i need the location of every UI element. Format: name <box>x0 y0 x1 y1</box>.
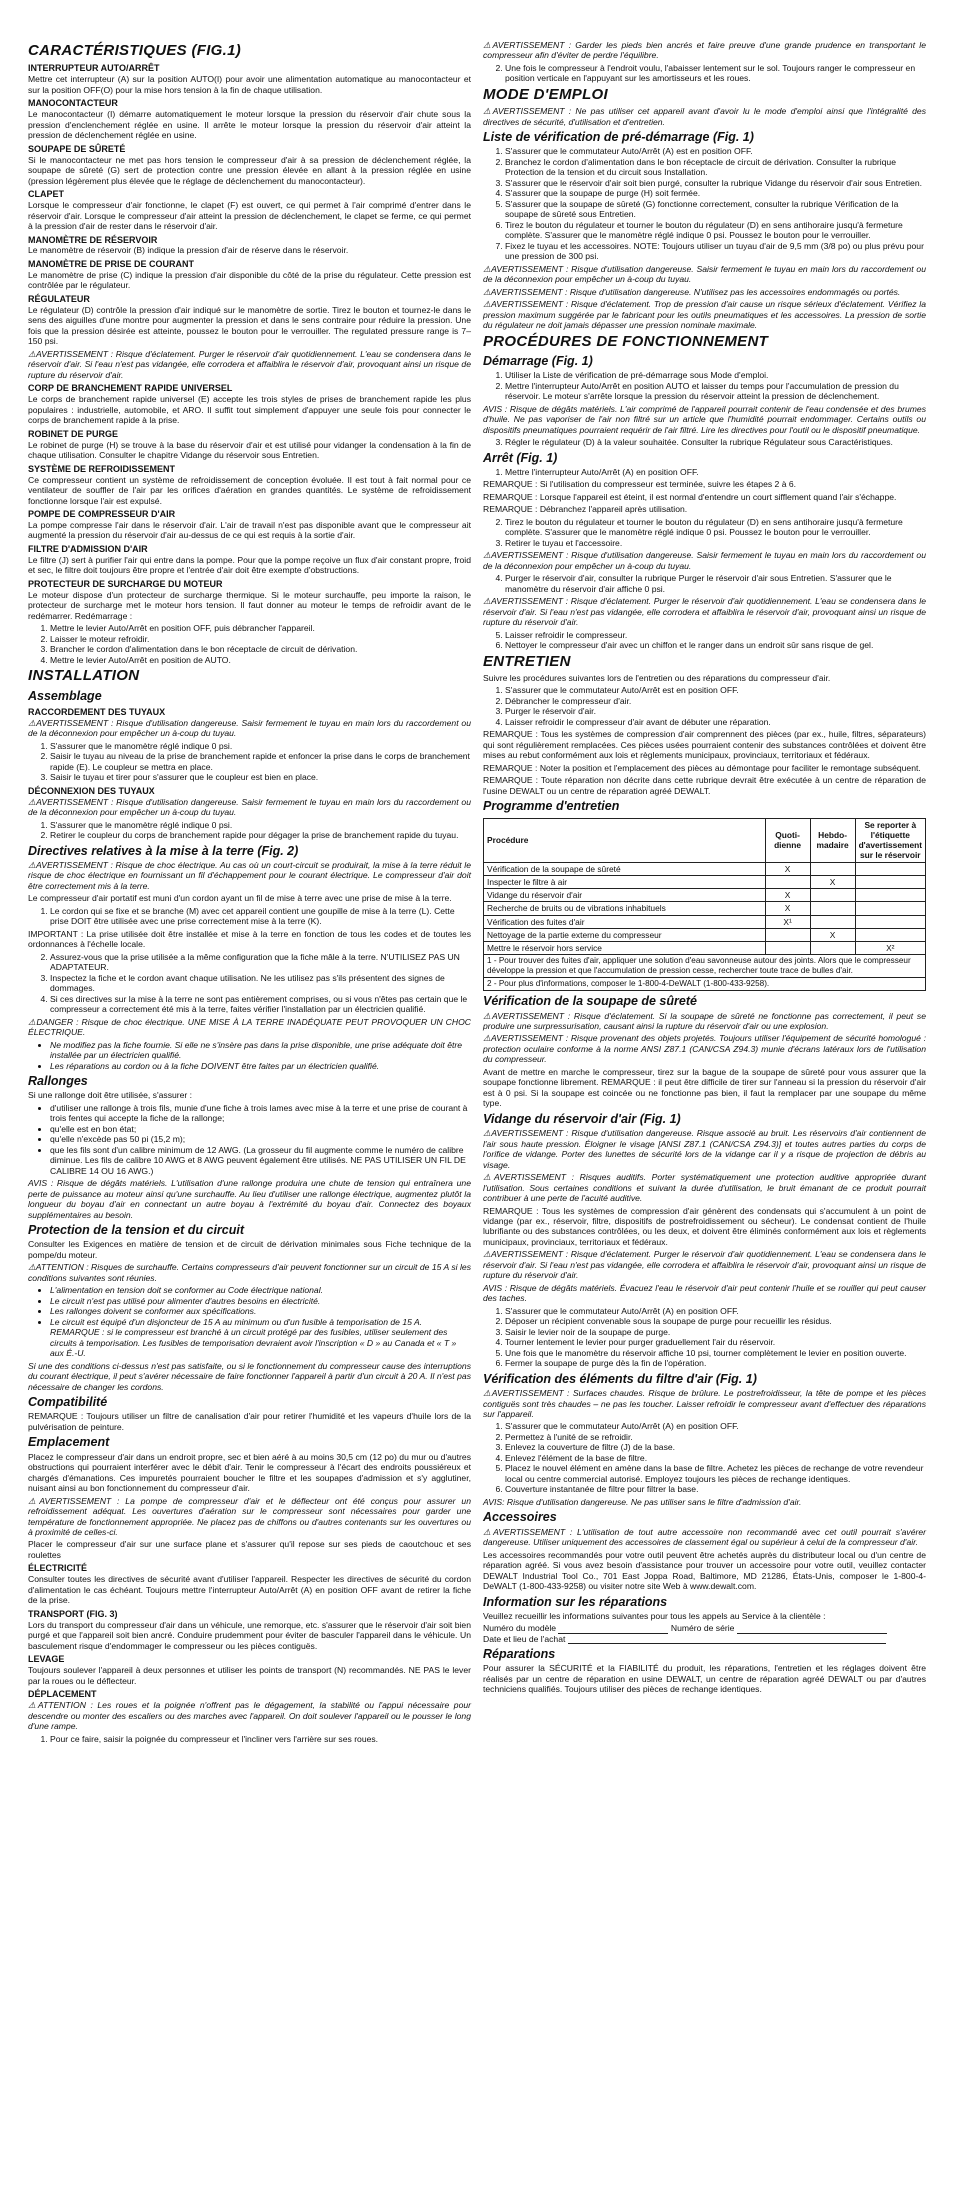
paragraph: Suivre les procédures suivantes lors de l'entretien ou des réparations du compresseur d'air. <box>483 672 831 683</box>
left-column <box>28 40 471 1746</box>
table-cell-mark: X <box>765 889 810 902</box>
warning-text: ⚠AVERTISSEMENT : Risque d'utilisation dangereuse. Saisir fermement le tuyau en main lors du raccordement ou de la déconnexion pour empêcher un à-coup du tuyau. <box>483 263 926 285</box>
warning-text: ⚠AVERTISSEMENT : Risques auditifs. Porter systématiquement une protection auditive appropriée durant l'utilisation. Sous certaines conditions et suivant la durée d'utilisation, le bruit émanant de ce produit pourrait contribuer à une perte de l'acuité auditive. <box>483 1172 926 1204</box>
list-item: 6. Fermer la soupape de purge dès la fin de l'opération. <box>505 1358 926 1368</box>
table-cell-mark <box>855 902 925 915</box>
warning-text: AVIS : Risque de dégâts matériels. L'air comprimé de l'appareil pourrait contenir de l'eau condensée et des brumes d'huile. Ne pas vaporiser de l'air non filtré sur un article que l'humidité pourrait endommager. Certains outils ou dispositifs pneumatiques pourraient requérir de l'air filtré. Lire les directives pour l'outil ou le dispositif pneumatique. <box>483 403 926 435</box>
serial-number-label: Numéro de série <box>670 1623 735 1634</box>
table-cell-mark <box>765 928 810 941</box>
heading-rallonges: Rallonges <box>28 1074 88 1089</box>
warning-text: ⚠AVERTISSEMENT : La pompe de compresseur d'air et le déflecteur ont été conçus pour assurer un refroidissement adéquat. Les ouvertures d'aération sur le compresseur sont nécessaires pour garder une température de fonctionnement appropriée. Ne placez pas de chiffons ou d'autres contenants sur les ouvertures ou à proximité de celles-ci. <box>28 1495 471 1537</box>
heading-directives-relatives-a-la-mise-a-la-terr: Directives relatives à la mise à la terre (Fig. 2) <box>28 843 299 858</box>
numbered-steps <box>28 952 471 1015</box>
list-item: 3. Enlevez la couverture de filtre (J) de la base. <box>505 1442 926 1452</box>
table-cell-procedure: Recherche de bruits ou de vibrations inhabituels <box>484 902 766 915</box>
table-cell-mark <box>810 889 855 902</box>
list-item: • Les rallonges doivent se conformer aux spécifications. <box>50 1306 471 1316</box>
table-cell-mark <box>855 862 925 875</box>
heading-procedures-de-fonctionnement: PROCÉDURES DE FONCTIONNEMENT <box>483 332 769 350</box>
list-item: 5. S'assurer que la soupape de sûreté (G) fonctionne correctement, consulter la rubrique Vérification de la soupape de sûreté sous Entretien. <box>505 199 926 220</box>
list-item: 3. Retirer le tuyau et l'accessoire. <box>505 538 926 548</box>
warning-text: ⚠AVERTISSEMENT : Garder les pieds bien ancrés et faire preuve d'une grande prudence en transportant le compresseur afin d'éviter de perdre l'équilibre. <box>483 40 926 61</box>
table-cell-mark: X¹ <box>765 915 810 928</box>
list-item: 1. Le cordon qui se fixe et se branche (M) avec cet appareil contient une goupille de mise à la terre (L). Cette prise DOIT être utilisée avec une prise correctement mise à la terre (K). <box>50 906 471 927</box>
list-item: 1. S'assurer que le commutateur Auto/Arrêt (A) en position OFF. <box>505 1306 926 1316</box>
list-item: 5. Laisser refroidir le compresseur. <box>505 630 926 640</box>
heading-filtre-d-admission-d-air: FILTRE D'ADMISSION D'AIR <box>28 543 148 554</box>
heading-transport-fig-3: TRANSPORT (FIG. 3) <box>28 1608 118 1619</box>
list-item: 1. S'assurer que le manomètre réglé indique 0 psi. <box>50 741 471 751</box>
table-cell-mark: X <box>810 875 855 888</box>
heading-entretien: ENTRETIEN <box>483 652 571 670</box>
warning-text: AVIS : Risque de dégâts matériels. Évacuez l'eau le réservoir d'air peut contenir l'huile et se rouiller qui peut causer des taches. <box>483 1282 926 1304</box>
heading-deconnexion-des-tuyaux: DÉCONNEXION DES TUYAUX <box>28 785 155 796</box>
list-item: 6. Couverture instantanée de filtre pour filtrer la base. <box>505 1484 926 1494</box>
paragraph: REMARQUE : Tous les systèmes de compression d'air génèrent des condensats qui s'accumulent à un point de vidange (par ex., réservoir, filtre, dispositifs de postrefroidissement ou sécheur). Le condensat contient de l'huile lubrifiante ou des substances contrôlées, ou les deux, et doivent être éliminés conformément aux lois et règlements municipaux, provinciaux, territoriaux et fédéraux. <box>483 1205 926 1247</box>
list-item: 1. Pour ce faire, saisir la poignée du compresseur et l'incliner vers l'arrière sur ses roues. <box>50 1734 471 1744</box>
list-item: 2. Retirer le coupleur du corps de branchement rapide pour dégager la prise de branchement rapide du tuyau. <box>50 830 471 840</box>
warning-text: ⚠AVERTISSEMENT : Risque d'éclatement. Purger le réservoir d'air quotidiennement. L'eau se condensera dans le réservoir d'air. Si l'eau n'est pas vidangée, elle corrodera et affaiblira le réservoir d'air, provoquant ainsi un risque de rupture du réservoir d'air. <box>483 596 926 628</box>
heading-verification-des-elements-du-filtre-d-ai: Vérification des éléments du filtre d'air (Fig. 1) <box>483 1371 757 1386</box>
list-item: 7. Fixez le tuyau et les accessoires. NOTE: Toujours utiliser un tuyau d'air de 9,5 mm (3/8 po) ou plus prévu pour une pression de 300 psi. <box>505 241 926 262</box>
paragraph: Le manomètre de prise (C) indique la pression d'air disponible du côté de la prise du régulateur. Cette pression est contrôlée par le régulateur. <box>28 269 471 291</box>
list-item: 2. Tirez le bouton du régulateur et tourner le bouton du régulateur (D) en sens antihoraire jusqu'à fermeture complète. S'assurer que le manomètre réglé indique 0 psi. Poussez le bouton pour le verrouiller. <box>505 517 926 538</box>
list-item: 3. Inspectez la fiche et le cordon avant chaque utilisation. Ne les utilisez pas s'ils présentent des signes de dommages. <box>50 973 471 994</box>
heading-pompe-de-compresseur-d-air: POMPE DE COMPRESSEUR D'AIR <box>28 509 176 520</box>
paragraph: Les accessoires recommandés pour votre outil peuvent être achetés auprès du distributeur local ou d'un centre de réparation agréé. Si vous avez besoin d'assistance pour trouver un accessoire pour votre outil, veuillez contacter DEWALT Industrial Tool Co., 701 East Joppa Road, Baltimore, MD 21286, États-Unis, composer le 1-800-4-DeWALT (1-800-433-9258) ou visiter notre site Web à www.dewalt.com. <box>483 1549 926 1592</box>
heading-reparations: Réparations <box>483 1647 556 1662</box>
heading-installation: INSTALLATION <box>28 667 140 685</box>
warning-text: ⚠AVERTISSEMENT : Ne pas utiliser cet appareil avant d'avoir lu le mode d'emploi ainsi que l'intégralité des directives de sécurité, d'utilisation et d'entretien. <box>483 106 926 127</box>
numbered-steps <box>483 630 926 651</box>
list-item: 3. Brancher le cordon d'alimentation dans le bon réceptacle de circuit de dérivation. <box>50 644 471 654</box>
table-header-weekly: Hebdo-madaire <box>810 818 855 862</box>
list-item: 1. S'assurer que le commutateur Auto/Arrêt est en position OFF. <box>505 685 926 695</box>
list-item: • Les réparations au cordon ou à la fiche DOIVENT être faites par un électricien qualifié. <box>50 1061 471 1071</box>
service-info-form <box>483 1623 926 1644</box>
table-header-daily: Quoti-dienne <box>765 818 810 862</box>
heading-manocontacteur: MANOCONTACTEUR <box>28 98 118 109</box>
list-item: 1. S'assurer que le commutateur Auto/Arrêt (A) est en position OFF. <box>505 146 926 156</box>
warning-text: ⚠AVERTISSEMENT : Risque de choc électrique. Au cas où un court-circuit se produirait, la mise à la terre réduit le risque de choc électrique en fournissant un fil d'échappement pour le courant électrique. Le compresseur d'air doit être correctement mis à la terre. <box>28 859 471 891</box>
heading-levage: LEVAGE <box>28 1654 65 1665</box>
numbered-steps <box>28 623 471 665</box>
list-item: 2. Débrancher le compresseur d'air. <box>505 696 926 706</box>
list-item: 4. Laisser refroidir le compresseur d'air avant de débuter une réparation. <box>505 717 926 727</box>
warning-text: ⚠DANGER : Risque de choc électrique. UNE MISE À LA TERRE INADÉQUATE PEUT PROVOQUER UN CHOC ÉLECTRIQUE. <box>28 1016 471 1038</box>
paragraph: Le régulateur (D) contrôle la pression d'air indiqué sur le manomètre de sortie. Tirez le bouton et tournez-le dans le sens des aiguilles d'une montre pour augmenter la pression et dans le sens contraire pour réduire la pression. Une fois que la pression désirée est atteinte, poussez le bouton pour le verrouiller. The regulated pressure range is 7–150 psi. <box>28 304 471 347</box>
heading-verification-de-la-soupape-de-surete: Vérification de la soupape de sûreté <box>483 994 697 1009</box>
paragraph: REMARQUE : Lorsque l'appareil est éteint, il est normal d'entendre un court sifflement quand l'air s'échappe. <box>483 491 897 502</box>
numbered-steps <box>483 467 926 477</box>
list-item: • Ne modifiez pas la fiche fournie. Si elle ne s'insère pas dans la prise disponible, une prise adéquate doit être installée par un électricien qualifié. <box>50 1040 471 1061</box>
table-cell-mark: X <box>765 902 810 915</box>
table-cell-procedure: Mettre le réservoir hors service <box>484 942 766 955</box>
heading-emplacement: Emplacement <box>28 1435 110 1450</box>
table-header-procedure: Procédure <box>484 818 766 862</box>
warning-text: ⚠AVERTISSEMENT : Risque d'utilisation dangereuse. Saisir fermement le tuyau en main lors du raccordement ou de la déconnexion pour empêcher un à-coup du tuyau. <box>28 796 471 818</box>
paragraph: Le filtre (J) sert à purifier l'air qui entre dans la pompe. Pour que la pompe reçoive un flux d'air constant propre, froid et sec, le filtre doit toujours être propre et l'entrée d'air doit être exempte d'obstructions. <box>28 554 471 576</box>
paragraph: Placer le compresseur d'air sur une surface plane et s'assurer qu'il repose sur ses pieds de caoutchouc et ses roulettes <box>28 1539 471 1560</box>
table-row <box>484 875 926 888</box>
warning-text: AVIS : Risque de dégâts matériels. L'utilisation d'une rallonge produira une chute de tension qui entraînera une perte de puissance au moteur ainsi qu'une surchauffe. Au lieu d'utiliser une rallonge électrique, augmentez plutôt la longueur du boyau d'air en connectant un autre boyau à l'extrémité du boyau d'air. Connectez des boyaux supplémentaires au besoin. <box>28 1178 471 1220</box>
form-line-date <box>483 1634 926 1644</box>
numbered-steps <box>28 1734 471 1744</box>
list-item: 3. Saisir le levier noir de la soupape de purge. <box>505 1327 926 1337</box>
heading-raccordement-des-tuyaux: RACCORDEMENT DES TUYAUX <box>28 706 166 717</box>
paragraph: Consulter toutes les directives de sécurité avant d'utiliser l'appareil. Respecter les directives de sécurité du cordon d'alimentation le cas échéant. Toujours mettre l'interrupteur Auto/Arrêt (A) en position OFF avant de retirer la fiche de la prise. <box>28 1574 471 1606</box>
list-item: 4. Mettre le levier Auto/Arrêt en position de AUTO. <box>50 655 471 665</box>
list-item: 2. Branchez le cordon d'alimentation dans le bon réceptacle de circuit de dérivation. Consulter la rubrique Protection de la tension et du circuit sous Installation. <box>505 157 926 178</box>
list-item: • L'alimentation en tension doit se conformer au Code électrique national. <box>50 1285 471 1295</box>
list-item: 2. Déposer un récipient convenable sous la soupape de purge pour recueillir les résidus. <box>505 1316 926 1326</box>
heading-information-sur-les-reparations: Information sur les réparations <box>483 1594 668 1609</box>
paragraph: Le manomètre de réservoir (B) indique la pression d'air de réserve dans le réservoir. <box>28 245 349 256</box>
heading-compatibilite: Compatibilité <box>28 1395 108 1410</box>
table-note-2: 2 - Pour plus d'informations, composer le 1-800-4-DeWALT (1-800-433-9258). <box>484 978 926 991</box>
list-item: 4. Enlevez l'élément de la base de filtre. <box>505 1453 926 1463</box>
paragraph: Toujours soulever l'appareil à deux personnes et utiliser les points de transport (N) recommandés. NE PAS le lever par la roues ou le déflecteur. <box>28 1665 471 1686</box>
paragraph: REMARQUE : Si l'utilisation du compresseur est terminée, suivre les étapes 2 à 6. <box>483 479 797 490</box>
right-column <box>483 40 926 1746</box>
list-item: • d'utiliser une rallonge à trois fils, munie d'une fiche à trois lames avec mise à la terre et une prise de courant à trois fentes qui accepte la fiche de la rallonge; <box>50 1103 471 1124</box>
warning-text: ⚠AVERTISSEMENT : Risque d'utilisation dangereuse. Saisir fermement le tuyau en main lors du raccordement ou de la déconnexion pour empêcher un à-coup du tuyau. <box>483 550 926 571</box>
list-item: • qu'elle n'excède pas 50 pi (15,2 m); <box>50 1134 471 1144</box>
table-cell-procedure: Vidange du réservoir d'air <box>484 889 766 902</box>
table-header-label: Se reporter à l'étiquette d'avertissement sur le réservoir <box>855 818 925 862</box>
heading-manometre-de-reservoir: MANOMÈTRE DE RÉSERVOIR <box>28 234 158 245</box>
heading-corp-de-branchement-rapide-universel: CORP DE BRANCHEMENT RAPIDE UNIVERSEL <box>28 383 233 394</box>
list-item: • qu'elle est en bon état; <box>50 1124 471 1134</box>
paragraph: Mettre cet interrupteur (A) sur la position AUTO(I) pour avoir une alimentation automatique au manocontacteur et sur la position OFF(O) pour la mise hors tension à la fin de chaque utilisation. <box>28 74 471 95</box>
list-item: 3. Saisir le tuyau et tirer pour s'assurer que le coupleur est bien en place. <box>50 772 471 782</box>
numbered-steps <box>28 820 471 841</box>
bullet-list <box>28 1285 471 1358</box>
paragraph: IMPORTANT : La prise utilisée doit être installée et mise à la terre en fonction de tous les codes et de toutes les ordonnances à l'échelle locale. <box>28 928 471 950</box>
paragraph: La pompe compresse l'air dans le réservoir d'air. L'air de travail n'est pas disponible avant que le compresseur ait augmenté la pression du réservoir d'air au-dessus de ce qui est requis à la sortie d'air. <box>28 520 471 541</box>
paragraph: Consulter les Exigences en matière de tension et de circuit de dérivation minimales sous Fiche technique de la pompe/du moteur. <box>28 1239 471 1260</box>
paragraph: Veuillez recueillir les informations suivantes pour tous les appels au Service à la clientèle : <box>483 1610 826 1621</box>
model-number-field[interactable] <box>558 1625 668 1634</box>
list-item: 2. Une fois le compresseur à l'endroit voulu, l'abaisser lentement sur le sol. Toujours ranger le compresseur en position verticale en l'appuyant sur les amortisseurs et les roues. <box>505 63 926 84</box>
paragraph: Placez le compresseur d'air dans un endroit propre, sec et bien aéré à au moins 30,5 cm (12 po) du mur ou d'autres obstructions qui pourraient interférer avec le débit d'air. Tenir le compresseur à l'écart des endroits poussiéreux et chargés d'émanations. Ces impuretés pourraient boucher le filtre et les soupapes d'admission et s'y agglutiner, nuisant ainsi au bon fonctionnement du compresseur d'air. <box>28 1451 471 1494</box>
heading-regulateur: RÉGULATEUR <box>28 293 90 304</box>
heading-protecteur-de-surcharge-du-moteur: PROTECTEUR DE SURCHARGE DU MOTEUR <box>28 578 223 589</box>
warning-text: ⚠AVERTISSEMENT : Risque d'éclatement. Trop de pression d'air cause un risque sérieux d'éclatement. Vérifiez la pression maximum suggérée par le fabricant pour les outils pneumatiques et les accessoires. La pression de sortie du régulateur ne doit jamais dépasser une pression nominale maximale. <box>483 299 926 331</box>
heading-robinet-de-purge: ROBINET DE PURGE <box>28 428 119 439</box>
serial-number-field[interactable] <box>737 1625 887 1634</box>
list-item: 4. Tourner lentement le levier pour purger graduellement l'air du réservoir. <box>505 1337 926 1347</box>
maintenance-schedule-table <box>483 818 926 992</box>
list-item: 2. Laisser le moteur refroidir. <box>50 634 471 644</box>
paragraph: Lors du transport du compresseur d'air dans un véhicule, une remorque, etc. s'assurer que le réservoir d'air soit bien purgé et que l'appareil soit bien ancré. Conduire prudemment pour éviter de basculer l'appareil dans le véhicule. Un basculement risque d'endommager le compresseur ou les pièces contiguës. <box>28 1619 471 1651</box>
table-cell-mark <box>855 915 925 928</box>
warning-text: ⚠AVERTISSEMENT : Risque d'éclatement. Purger le réservoir d'air quotidiennement. L'eau se condensera dans le réservoir d'air. Si l'eau n'est pas vidangée, elle corrodera et affaiblira le réservoir d'air, provoquant ainsi un risque de rupture du réservoir d'air. <box>483 1249 926 1281</box>
paragraph: REMARQUE : Débranchez l'appareil après utilisation. <box>483 504 688 515</box>
list-item: 4. S'assurer que la soupape de purge (H) soit fermée. <box>505 188 926 198</box>
warning-text: ⚠ATTENTION : Risques de surchauffe. Certains compresseurs d'air peuvent fonctionner sur un circuit de 15 A si les conditions suivantes sont réunies. <box>28 1262 471 1283</box>
warning-text: ⚠AVERTISSEMENT : Surfaces chaudes. Risque de brûlure. Le postrefroidisseur, la tête de pompe et les pièces contiguës sont très chaudes – ne pas les toucher. Laisser refroidir le compresseur avant d'effectuer des réparations sur l'appareil. <box>483 1388 926 1419</box>
table-row <box>484 862 926 875</box>
paragraph: REMARQUE : Toujours utiliser un filtre de canalisation d'air pour retirer l'humidité et les vapeurs d'huile lors de la pulvérisation de peinture. <box>28 1411 471 1432</box>
list-item: 1. Mettre le levier Auto/Arrêt en position OFF, puis débrancher l'appareil. <box>50 623 471 633</box>
table-cell-mark <box>855 889 925 902</box>
table-cell-mark: X <box>765 862 810 875</box>
list-item: 2. Permettez à l'unité de se refroidir. <box>505 1432 926 1442</box>
paragraph: REMARQUE : Tous les systèmes de compression d'air comprennent des pièces (par ex., huile, filtres, séparateurs) qui sont régulièrement remplacées. Ces pièces usées pourraient contenir des substances contrôlées et doivent être mises au rebut conformément aux lois et règlements municipaux, provinciaux, territoriaux et fédéraux. <box>483 729 926 761</box>
heading-demarrage-fig-1: Démarrage (Fig. 1) <box>483 353 593 368</box>
table-cell-mark <box>765 875 810 888</box>
numbered-steps <box>483 517 926 548</box>
paragraph: Le moteur dispose d'un protecteur de surcharge thermique. Si le moteur surchauffe, peu importe la raison, le protecteur de surcharge met le moteur hors tension. Il faut donner au moteur le temps de refroidir avant de le redémarrer. Redémarrage : <box>28 589 471 621</box>
paragraph: REMARQUE : Noter la position et l'emplacement des pièces au démontage pour faciliter le remontage subséquent. <box>483 762 921 773</box>
model-number-label: Numéro du modèle <box>483 1623 557 1634</box>
list-item: 5. Placez le nouvel élément en amène dans la base de filtre. Achetez les pièces de rechange de votre revendeur local ou centre commercial autorisé. Employez toujours les pièces de rechange identiques. <box>505 1463 926 1484</box>
warning-text: ⚠AVERTISSEMENT : Risque d'éclatement. Purger le réservoir d'air quotidiennement. L'eau se condensera dans le réservoir d'air. Si l'eau n'est pas vidangée, elle corrodera et affaiblira le réservoir d'air, provoquant ainsi un risque de rupture du réservoir d'air. <box>28 348 471 380</box>
table-row <box>484 889 926 902</box>
table-cell-procedure: Vérification des fuites d'air <box>484 915 766 928</box>
numbered-steps <box>483 63 926 84</box>
list-item: 3. Purger le réservoir d'air. <box>505 706 926 716</box>
warning-text: ⚠AVERTISSEMENT : Risque provenant des objets projetés. Toujours utiliser l'équipement de sécurité homologué : protection oculaire conforme à la norme ANSI Z87.1 (CAN/CSA Z94.3) munie d'écrans latéraux lors de l'utilisation du compresseur. <box>483 1033 926 1065</box>
table-cell-mark <box>810 915 855 928</box>
list-item: 6. Nettoyer le compresseur d'air avec un chiffon et le ranger dans un endroit sûr sans risque de gel. <box>505 640 926 650</box>
table-cell-mark <box>855 875 925 888</box>
table-cell-procedure: Vérification de la soupape de sûreté <box>484 862 766 875</box>
paragraph: Le corps de branchement rapide universel (E) accepte les trois styles de prises de branchement rapide les plus populaires : industrielle, automobile, et ARO. Il suffit tout simplement d'appuyer une seule fois pour connecter le corps de branchement rapide à la prise. <box>28 394 471 426</box>
paragraph: REMARQUE : Toute réparation non décrite dans cette rubrique devrait être exécutée à un centre de réparation de l'usine DEWALT ou un centre de réparation agréé DEWALT. <box>483 775 926 796</box>
paragraph: Si le manocontacteur ne met pas hors tension le compresseur d'air à sa pression de déclenchement réglée, la soupape de sûreté (G) sert de protection contre une pression élevée en allant à la pression réglée en usine (pression légèrement plus élevée que le réglage de déclenchement du manocontacteur). <box>28 154 471 186</box>
table-cell-procedure: Inspecter le filtre à air <box>484 875 766 888</box>
numbered-steps <box>483 370 926 401</box>
form-line-model <box>483 1623 926 1633</box>
warning-text: ⚠AVERTISSEMENT : L'utilisation de tout autre accessoire non recommandé avec cet outil pourrait s'avérer dangereuse. Utiliser uniquement des accessoires de classement égal ou supérieur à celui de la compresseur d'air. <box>483 1526 926 1548</box>
heading-protection-de-la-tension-et-du-circuit: Protection de la tension et du circuit <box>28 1223 245 1238</box>
numbered-steps <box>483 685 926 727</box>
list-item: • Le circuit est équipé d'un disjoncteur de 15 A au minimum ou d'un fusible à temporisation de 15 A. REMARQUE : si le compresseur est branché à un circuit protégé par des fusibles, utiliser seulement des circuits à temporisation. Les fusibles de temporisation devraient avoir l'inscription « D » au Canada et « T » aux É.-U. <box>50 1317 471 1359</box>
paragraph: Le robinet de purge (H) se trouve à la base du réservoir d'air et est utilisé pour vidanger la condensation à la fin de chaque utilisation. Consulter le chapitre Vidange du réservoir sous Entretien. <box>28 439 471 461</box>
heading-vidange-du-reservoir-d-air-fig-1: Vidange du réservoir d'air (Fig. 1) <box>483 1111 681 1126</box>
heading-accessoires: Accessoires <box>483 1510 557 1525</box>
table-cell-mark: X² <box>855 942 925 955</box>
table-cell-mark <box>765 942 810 955</box>
bullet-list <box>28 1103 471 1176</box>
table-cell-mark <box>855 928 925 941</box>
list-item: 1. Mettre l'interrupteur Auto/Arrêt (A) en position OFF. <box>505 467 926 477</box>
list-item: 3. Régler le régulateur (D) à la valeur souhaitée. Consulter la rubrique Régulateur sous Caractéristiques. <box>505 437 926 447</box>
heading-deplacement: DÉPLACEMENT <box>28 1689 97 1700</box>
purchase-date-field[interactable] <box>568 1635 886 1644</box>
numbered-steps <box>483 1306 926 1369</box>
warning-text: ⚠AVERTISSEMENT : Risque d'utilisation dangereuse. Saisir fermement le tuyau en main lors du raccordement ou de la déconnexion pour empêcher un à-coup du tuyau. <box>28 717 471 739</box>
paragraph: Si une rallonge doit être utilisée, s'assurer : <box>28 1090 193 1101</box>
paragraph: Le compresseur d'air portatif est muni d'un cordon ayant un fil de mise à terre avec une prise de mise à la terre. <box>28 893 452 904</box>
warning-text: ⚠AVERTISSEMENT : Risque d'utilisation dangereuse. Risque associé au bruit. Les réservoirs d'air contiennent de l'air sous haute pression. Éloigner le visage [ANSI Z87.1 (CAN/CSA Z94.3)] et toutes autres parties du corps de l'orifice de vidange. Porter des lunettes de sécurité lors de la vidange car il y a risque de projection de débris au visage. <box>483 1128 926 1170</box>
heading-systeme-de-refroidissement: SYSTÈME DE REFROIDISSEMENT <box>28 463 176 474</box>
heading-liste-de-verification-de-pre-demarrage-f: Liste de vérification de pré-démarrage (Fig. 1) <box>483 130 754 145</box>
heading-programme-d-entretien: Programme d'entretien <box>483 799 620 814</box>
list-item: 1. Utiliser la Liste de vérification de pré-démarrage sous Mode d'emploi. <box>505 370 926 380</box>
numbered-steps <box>483 146 926 261</box>
heading-caracteristiques-fig-1: CARACTÉRISTIQUES (FIG.1) <box>28 42 242 59</box>
table-row <box>484 902 926 915</box>
numbered-steps <box>483 1421 926 1494</box>
warning-text: ⚠AVERTISSEMENT : Risque d'éclatement. Si la soupape de sûreté ne fonctionne pas correctement, il peut se produire une surpressurisation, causant ainsi la rupture du réservoir d'air ou une explosion. <box>483 1010 926 1031</box>
paragraph: Pour assurer la SÉCURITÉ et la FIABILITÉ du produit, les réparations, l'entretien et les réglages doivent être réalisés par un centre de réparation en usine DEWALT, un centre de réparation agréé DEWALT ou par d'autres techniciens qualifiés. Toujours utiliser des pièces de rechange identiques. <box>483 1663 926 1695</box>
list-item: 4. Purger le réservoir d'air, consulter la rubrique Purger le réservoir d'air sous Entretien. S'assurer que le manomètre du réservoir d'air affiche 0 psi. <box>505 573 926 594</box>
numbered-steps <box>28 906 471 927</box>
paragraph: Lorsque le compresseur d'air fonctionne, le clapet (F) est ouvert, ce qui permet à l'air comprimé d'entrer dans le réservoir d'air. Lorsque le compresseur d'air atteint la pression de déclenchement, le clapet se ferme, ce qui permet à la pression d'air de rester dans le réservoir d'air. <box>28 200 471 232</box>
table-row <box>484 915 926 928</box>
table-cell-mark <box>810 902 855 915</box>
heading-arret-fig-1: Arrêt (Fig. 1) <box>483 450 558 465</box>
paragraph: Avant de mettre en marche le compresseur, tirez sur la bague de la soupape de sûreté pour vous assurer que la soupape fonctionne librement. REMARQUE : il peut être difficile de tirer sur l'anneau si la pression du réservoir d'air est à 0 psi. Si la soupape est coincée ou ne fonctionne pas bien, il faut la remplacer par une soupape du même type. <box>483 1066 926 1109</box>
heading-mode-d-emploi: MODE D'EMPLOI <box>483 85 608 103</box>
table-cell-procedure: Nettoyage de la partie externe du compresseur <box>484 928 766 941</box>
numbered-steps <box>28 741 471 783</box>
list-item: 1. S'assurer que le commutateur Auto/Arrêt (A) en position OFF. <box>505 1421 926 1431</box>
list-item: 5. Une fois que le manomètre du réservoir affiche 10 psi, tourner complètement le levier en position ouverte. <box>505 1348 926 1358</box>
list-item: 2. Saisir le tuyau au niveau de la prise de branchement rapide et enfoncer la prise dans le corps de branchement rapide (E). Le coupleur se mettra en place. <box>50 751 471 772</box>
bullet-list <box>28 1040 471 1071</box>
list-item: 2. Mettre l'interrupteur Auto/Arrêt en position AUTO et laisser du temps pour l'accumulation de pression du réservoir. Le moteur s'arrête lorsque la pression du réservoir atteint la pression de déclenchement. <box>505 381 926 402</box>
list-item: 1. S'assurer que le manomètre réglé indique 0 psi. <box>50 820 471 830</box>
list-item: 6. Tirez le bouton du régulateur et tourner le bouton du régulateur (D) en sens antihoraire jusqu'à fermeture complète. S'assurer que le manomètre réglé indique 0 psi. Poussez le bouton pour le verrouiller. <box>505 220 926 241</box>
table-note-1: 1 - Pour trouver des fuites d'air, appliquer une solution d'eau savonneuse autour des joints. Alors que le compresseur développe la pression et que l'accumulation de pression cesse, rechercher toute trace de bulles d'air. <box>484 955 926 978</box>
list-item: 3. S'assurer que le réservoir d'air soit bien purgé, consulter la rubrique Vidange du réservoir d'air sous Entretien. <box>505 178 926 188</box>
warning-text: AVIS: Risque d'utilisation dangereuse. Ne pas utiliser sans le filtre d'admission d'air. <box>483 1496 802 1507</box>
purchase-date-label: Date et lieu de l'achat <box>483 1633 566 1644</box>
table-row <box>484 928 926 941</box>
numbered-steps <box>483 437 926 447</box>
table-cell-mark <box>810 862 855 875</box>
list-item: 4. Si ces directives sur la mise à la terre ne sont pas entièrement comprises, ou si vous n'êtes pas certain que le compresseur a correctement été mis à la terre, faites vérifier l'installation par un électricien qualifié. <box>50 994 471 1015</box>
list-item: 2. Assurez-vous que la prise utilisée a la même configuration que la fiche mâle à la terre. N'UTILISEZ PAS UN ADAPTATEUR. <box>50 952 471 973</box>
heading-electricite: ÉLECTRICITÉ <box>28 1563 88 1574</box>
warning-text: Si une des conditions ci-dessus n'est pas satisfaite, ou si le fonctionnement du compresseur cause des interruptions du courant électrique, il peut s'avérer nécessaire de faire fonctionner l'appareil à partir d'un circuit à 20 A. Il n'est pas nécessaire de changer les cordons. <box>28 1360 471 1392</box>
list-item: • Le circuit n'est pas utilisé pour alimenter d'autres besoins en électricité. <box>50 1296 471 1306</box>
heading-clapet: CLAPET <box>28 189 64 200</box>
numbered-steps <box>483 573 926 594</box>
heading-assemblage: Assemblage <box>28 688 102 703</box>
heading-soupape-de-surete: SOUPAPE DE SÛRETÉ <box>28 143 126 154</box>
heading-manometre-de-prise-de-courant: MANOMÈTRE DE PRISE DE COURANT <box>28 258 195 269</box>
warning-text: ⚠ATTENTION : Les roues et la poignée n'offrent pas le dégagement, la stabilité ou l'appui nécessaire pour descendre ou monter des escaliers ou des marches avec l'appareil. On doit soulever l'appareil ou le pousser le long d'une rampe. <box>28 1700 471 1732</box>
table-cell-mark: X <box>810 928 855 941</box>
table-row <box>484 942 926 955</box>
warning-text: ⚠AVERTISSEMENT : Risque d'utilisation dangereuse. N'utilisez pas les accessoires endommagés ou portés. <box>483 286 901 297</box>
paragraph: Ce compresseur contient un système de refroidissement de conception évoluée. Il est tout à fait normal pour ce ventilateur de souffler de l'air par les orifices d'aération en grandes quantités. Le système de refroidissement fonctionne lorsque l'air est expulsé. <box>28 474 471 506</box>
table-cell-mark <box>810 942 855 955</box>
paragraph: Le manocontacteur (I) démarre automatiquement le moteur lorsque la pression du réservoir d'air chute sous la pression d'enclenchement réglée en usine. Il arrête le moteur lorsque la pression du réservoir d'air atteint la pression de déclenchement réglée en usine. <box>28 109 471 141</box>
heading-interrupteur-auto-arret: INTERRUPTEUR AUTO/ARRÊT <box>28 63 160 74</box>
list-item: • que les fils sont d'un calibre minimum de 12 AWG. (La grosseur du fil augmente comme le numéro de calibre diminue. Les fils de calibre 10 AWG et 8 AWG peuvent également être utilisés. NE PAS UTILISER UN FIL DE CALIBRE 14 OU 16 AWG.) <box>50 1145 471 1176</box>
